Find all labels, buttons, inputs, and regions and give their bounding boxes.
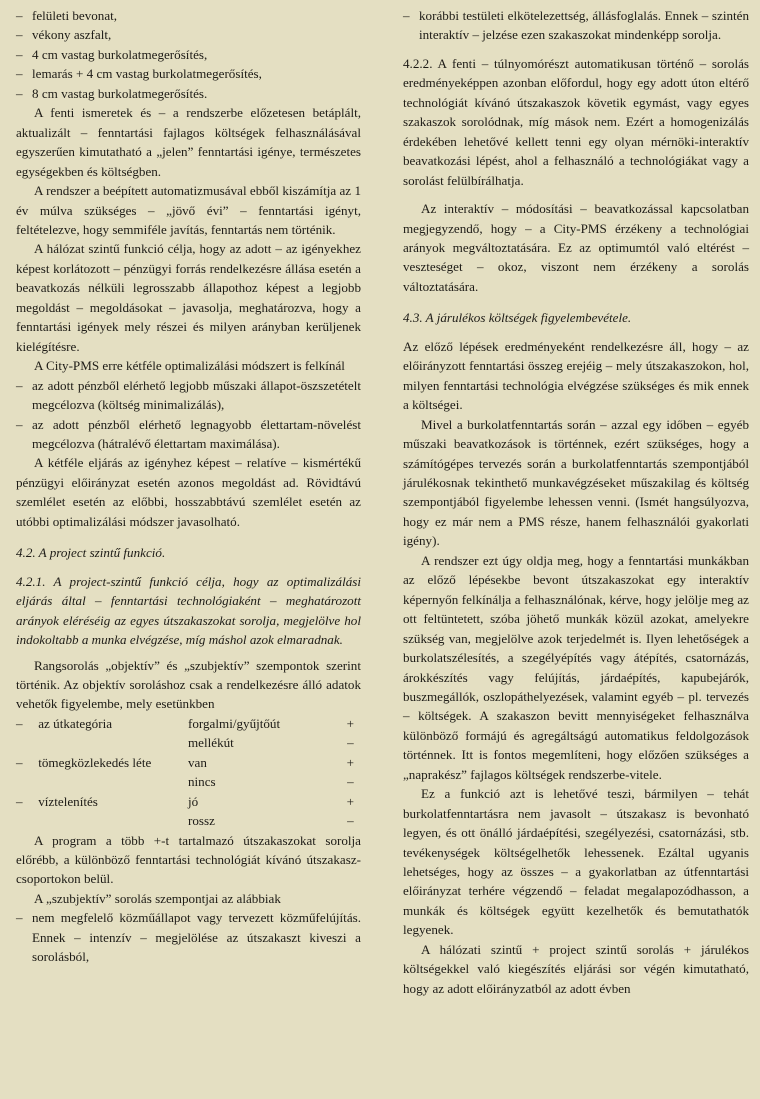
paragraph: Rangsorolás „objektív” és „szubjektív” szempontok szerint történik. Az objektív soroláshoz csak a rendelkezésre álló adatok vehetők figyelembe, mely esetünkben bbox=[16, 657, 361, 712]
table-cell-dash: – bbox=[16, 793, 23, 809]
table-cell-sign: – bbox=[347, 774, 354, 790]
paragraph: A rendszer ezt úgy oldja meg, hogy a fenntartási munkákban az előző lépésekbe bevont útszakaszokat egy interaktív képernyőn felkínálja a felhasználónak, kérve, hogy jelölje meg az ott feltüntetett, szóba jöhető munkák közül azokat, amelyekre szükség van, megjelölve azok terjedelmét is. Ilyen lehetőségek a burkolatszélesítés, a szegélyépítés vagy átépítés, csatornázás, árokkészítés vagy felújítás, járdaépítés, kapubejárók, buszmegállók, oszlopáthelyezések, valamint egyéb – pl. tervezés – költségek. A szakaszon bevitt mennyiségeket felhasználva különböző formájú és agregáltságú automatikus feldolgozások történnek. Itt is fontos megemlíteni, hogy előzően szükséges a „naprakész” fajlagos költségek rendszerbe-vitele. bbox=[403, 552, 749, 782]
section-lead: 4.2.1. A project-szintű funkció célja, hogy az optimalizálási eljárás által – fenntartási technológiaként – meghatározott arányok eléréséig az egyes útszakaszokat sorolja, megjelölve hol indokoltabb a munka elvégzése, míg máshol azok elmaradnak. bbox=[16, 573, 361, 648]
table-cell-name bbox=[38, 772, 188, 791]
table-cell-dash bbox=[16, 772, 38, 791]
paragraph: Mivel a burkolatfenntartás során – azzal egy időben – egyéb műszaki beavatkozások is történnek, ezért szükséges, hogy a számítógépes tervezés során a burkolatfenntartás szempontjából járulékosnak tekinthető munkavégzéseket műszakilag és költség szempontjából figyelembe lehessen venni. (Ismét hangsúlyozva, hogy ez már nem a PMS része, hanem felhasználói gyakorlati igény). bbox=[403, 416, 749, 549]
right-column bbox=[403, 6, 749, 998]
paragraph: A rendszer a beépített automatizmusával ebből kiszámítja az 1 év múlva szükséges – „jövő évi” – fenntartási igényt, feltételezve, hogy semmiféle javítás, fenntartás nem történik. bbox=[16, 183, 361, 237]
paragraph: A fenti ismeretek és – a rendszerbe előzetesen betáplált, aktualizált – fenntartási fajlagos költségek felhasználásával egyszerűen kimutatható a „jelen” fenntartási igénye, természetes egységekben és költségben. bbox=[16, 105, 361, 179]
paragraph: Az előző lépések eredményeként rendelkezésre áll, hogy – az előirányzott fenntartási összeg erejéig – mely útszakaszokon, hol, milyen fenntartási technológia elvégzése szükséges és mik ennek a költségei. bbox=[403, 338, 749, 413]
table-cell-name: víztelenítés bbox=[38, 793, 98, 809]
paragraph: A program a több +-t tartalmazó útszakaszokat sorolja előrébb, a különböző fenntartási technológiát kívánó útszakasz-csoportokon belül. bbox=[16, 832, 361, 887]
table-row bbox=[16, 811, 361, 830]
paragraph: 4.2.2. A fenti – túlnyomórészt automatikusan történő – sorolás eredményeképpen azonban előfordul, hogy egy adott úton eltérő technológiát kívánó útszakaszok követik egymást, vagy egyes szakaszok sorolódnak, míg mások nem. Ezért a homogenizálás érdekében lehetővé kellett tenni egy olyan mérnöki-interaktív beavatkozási lépést, ahol a felhasználó a technológiákat vagy a sorolást felülbírálhatja. bbox=[403, 55, 749, 188]
table-row bbox=[16, 714, 361, 733]
section-heading: 4.3. A járulékos költségek figyelembevétele. bbox=[403, 310, 632, 326]
table-cell-sign: + bbox=[346, 715, 355, 731]
list-item: – az adott pénzből elérhető legnagyobb élettartam-növelést megcélozva (hátralévő élettartam maximálása). bbox=[16, 415, 361, 454]
list-item: – vékony aszfalt, bbox=[16, 25, 361, 44]
table-cell-value: nincs bbox=[187, 774, 216, 790]
table-cell-dash bbox=[16, 733, 38, 752]
paragraph: A „szubjektív” sorolás szempontjai az alábbiak bbox=[34, 890, 281, 906]
table-cell-value: jó bbox=[187, 793, 199, 809]
list-item: – lemarás + 4 cm vastag burkolatmegerősítés, bbox=[16, 64, 361, 83]
table-cell-value: mellékút bbox=[187, 735, 234, 751]
table-cell-sign: + bbox=[346, 793, 355, 809]
paragraph: A hálózati szintű + project szintű sorolás + járulékos költségekkel való kiegészítés eljárási sor végén kimutatható, hogy az adott előirányzatból az adott évben bbox=[403, 941, 749, 996]
spacer bbox=[403, 45, 749, 54]
table-cell-name bbox=[38, 733, 188, 752]
paragraph: Az interaktív – módosítási – beavatkozással kapcsolatban megjegyzendő, hogy – a City-PMS érzékeny a technológiai arányok megváltoztatására. Ez az optimumtól való eltérést – veszteséget – okoz, viszont nem érzékeny a sorolás változtatására. bbox=[403, 201, 749, 294]
table-cell-dash bbox=[16, 811, 38, 830]
table-cell-sign: – bbox=[347, 735, 354, 751]
list-item: – korábbi testületi elkötelezettség, állásfoglalás. Ennek – szintén interaktív – jelzése ezen szakaszokat mindenképp sorolja. bbox=[403, 6, 749, 45]
table-cell-name: az útkategória bbox=[38, 715, 113, 731]
left-column bbox=[16, 6, 361, 967]
list-item: – nem megfelelő közműállapot vagy tervezett közműfelújítás. Ennek – intenzív – megjelölése az útszakaszt kiveszi a sorolásból, bbox=[16, 908, 361, 966]
table-cell-dash: – bbox=[16, 715, 23, 731]
spacer bbox=[403, 190, 749, 199]
table-cell-value: rossz bbox=[187, 813, 215, 829]
table-row bbox=[16, 753, 361, 772]
paragraph: A kétféle eljárás az igényhez képest – relatíve – kismértékű pénzügyi előirányzat esetén azonos megoldást ad. Rövidtávú szemlélet esetén az előbbi, hosszabbtávú szemlélet esetén az utóbbi optimalizálási módszer javasolható. bbox=[16, 455, 361, 529]
list-item: – 8 cm vastag burkolatmegerősítés. bbox=[16, 84, 361, 103]
table-row bbox=[16, 733, 361, 752]
paragraph: Ez a funkció azt is lehetővé teszi, bármilyen – tehát burkolatfenntartásra nem javasolt – útszakasz is bevonható legyen, és ott önálló járdaépítési, szegélyezési, csatornázási, stb. tevékenységek költségelhetők lehessenek. Ezáltal ugyanis lehetséges, hogy az összes – a gyakorlatban az útfenntartási előirányzat terhére végzendő – feladat megalapozódhasson, a munkák és költségek együtt kezelhetők és bemutathatók legyenek. bbox=[403, 786, 749, 938]
table-cell-sign: + bbox=[346, 754, 355, 770]
section-heading: 4.2. A project szintű funkció. bbox=[16, 545, 166, 561]
list-item: – felületi bevonat, bbox=[16, 6, 361, 25]
paragraph: A City-PMS erre kétféle optimalizálási módszert is felkínál bbox=[34, 358, 345, 374]
table-row bbox=[16, 792, 361, 811]
table-cell-dash: – bbox=[16, 754, 23, 770]
list-item: – az adott pénzből elérhető legjobb műszaki állapot-öszszetételt megcélozva (költség minimalizálás), bbox=[16, 376, 361, 415]
table-cell-value: forgalmi/gyűjtőút bbox=[187, 715, 281, 731]
table-cell-name: tömegközlekedés léte bbox=[38, 754, 152, 770]
table-cell-name bbox=[38, 811, 188, 830]
table-cell-sign: – bbox=[347, 813, 354, 829]
list-item: – 4 cm vastag burkolatmegerősítés, bbox=[16, 45, 361, 64]
table-row bbox=[16, 772, 361, 791]
paragraph: A hálózat szintű funkció célja, hogy az adott – az igényekhez képest korlátozott – pénzügyi forrás rendelkezésre állása esetén a beavatkozás nélküli legrosszabb állapothoz képest a legjobb megoldást – megoldásokat – javasolja, meghatározva, hogy a fenntartási igények mely részei és milyen arányban kerüljenek kielégítésre. bbox=[16, 241, 361, 354]
criteria-table bbox=[16, 714, 361, 831]
table-cell-value: van bbox=[187, 754, 207, 770]
